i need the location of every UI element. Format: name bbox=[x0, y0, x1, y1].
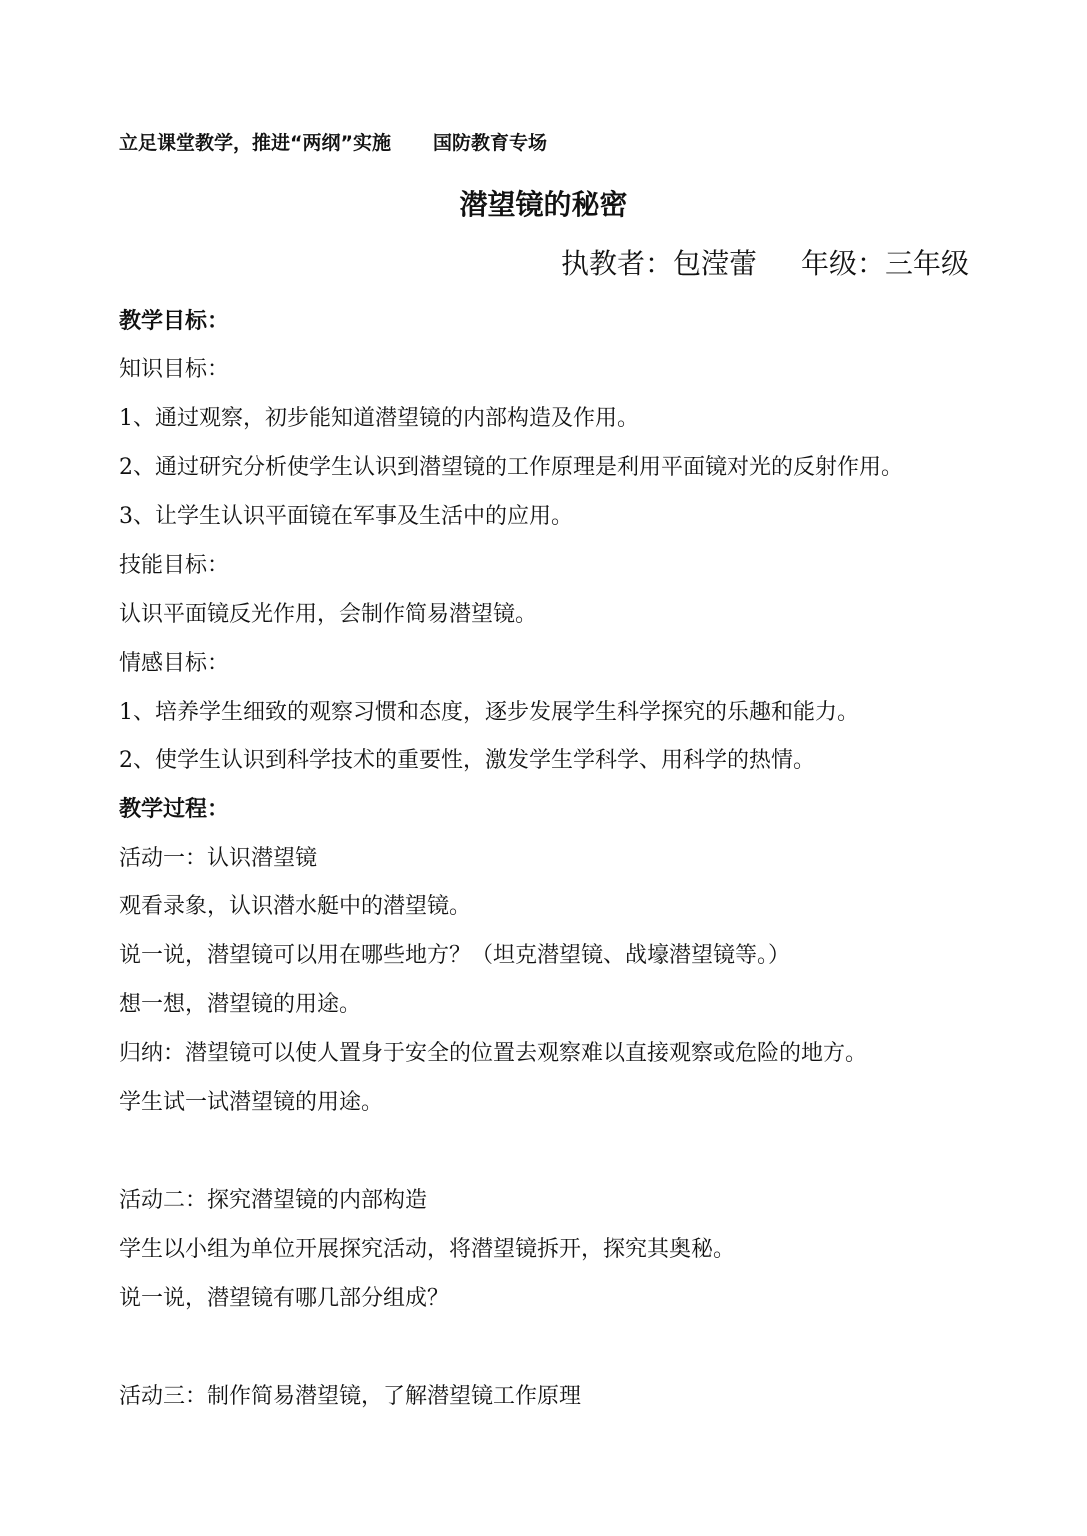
header-left-text: 立足课堂教学，推进“两纲”实施 bbox=[119, 132, 391, 154]
activity-2-title: 活动二：探究潜望镜的内部构造 bbox=[119, 1188, 428, 1213]
activity-1-line-2: 说一说，潜望镜可以用在哪些地方？（坦克潜望镜、战壕潜望镜等。） bbox=[119, 943, 791, 968]
header-right-text: 国防教育专场 bbox=[432, 132, 547, 154]
emotion-heading: 情感目标： bbox=[119, 651, 230, 676]
knowledge-item-1: 1、通过观察，初步能知道潜望镜的内部构造及作用。 bbox=[119, 406, 639, 431]
knowledge-heading: 知识目标： bbox=[119, 357, 230, 382]
activity-1-line-1: 观看录象，认识潜水艇中的潜望镜。 bbox=[119, 894, 472, 919]
activity-1-line-5: 学生试一试潜望镜的用途。 bbox=[119, 1090, 384, 1115]
document-title: 潜望镜的秘密 bbox=[459, 188, 628, 221]
activity-2-line-1: 学生以小组为单位开展探究活动，将潜望镜拆开，探究其奥秘。 bbox=[119, 1237, 736, 1262]
skill-heading: 技能目标： bbox=[119, 553, 230, 578]
activity-1-title: 活动一：认识潜望镜 bbox=[119, 846, 318, 871]
emotion-item-2: 2、使学生认识到科学技术的重要性，激发学生学科学、用科学的热情。 bbox=[119, 748, 815, 773]
document-header bbox=[119, 128, 547, 158]
objectives-heading: 教学目标： bbox=[119, 309, 230, 334]
author-line bbox=[561, 244, 969, 284]
knowledge-item-2: 2、通过研究分析使学生认识到潜望镜的工作原理是利用平面镜对光的反射作用。 bbox=[119, 455, 903, 480]
emotion-item-1: 1、培养学生细致的观察习惯和态度，逐步发展学生科学探究的乐趣和能力。 bbox=[119, 700, 859, 725]
activity-2-line-2: 说一说，潜望镜有哪几部分组成？ bbox=[119, 1286, 450, 1311]
teacher-name: 执教者：包滢蕾 bbox=[560, 247, 757, 280]
skill-item-1: 认识平面镜反光作用，会制作简易潜望镜。 bbox=[119, 602, 538, 627]
knowledge-item-3: 3、让学生认识平面镜在军事及生活中的应用。 bbox=[119, 504, 573, 529]
activity-1-line-3: 想一想，潜望镜的用途。 bbox=[119, 992, 362, 1017]
grade-level: 年级：三年级 bbox=[800, 247, 969, 280]
activity-3-title: 活动三：制作简易潜望镜，了解潜望镜工作原理 bbox=[119, 1384, 582, 1409]
activity-1-line-4: 归纳：潜望镜可以使人置身于安全的位置去观察难以直接观察或危险的地方。 bbox=[119, 1041, 868, 1066]
process-heading: 教学过程： bbox=[119, 797, 230, 822]
